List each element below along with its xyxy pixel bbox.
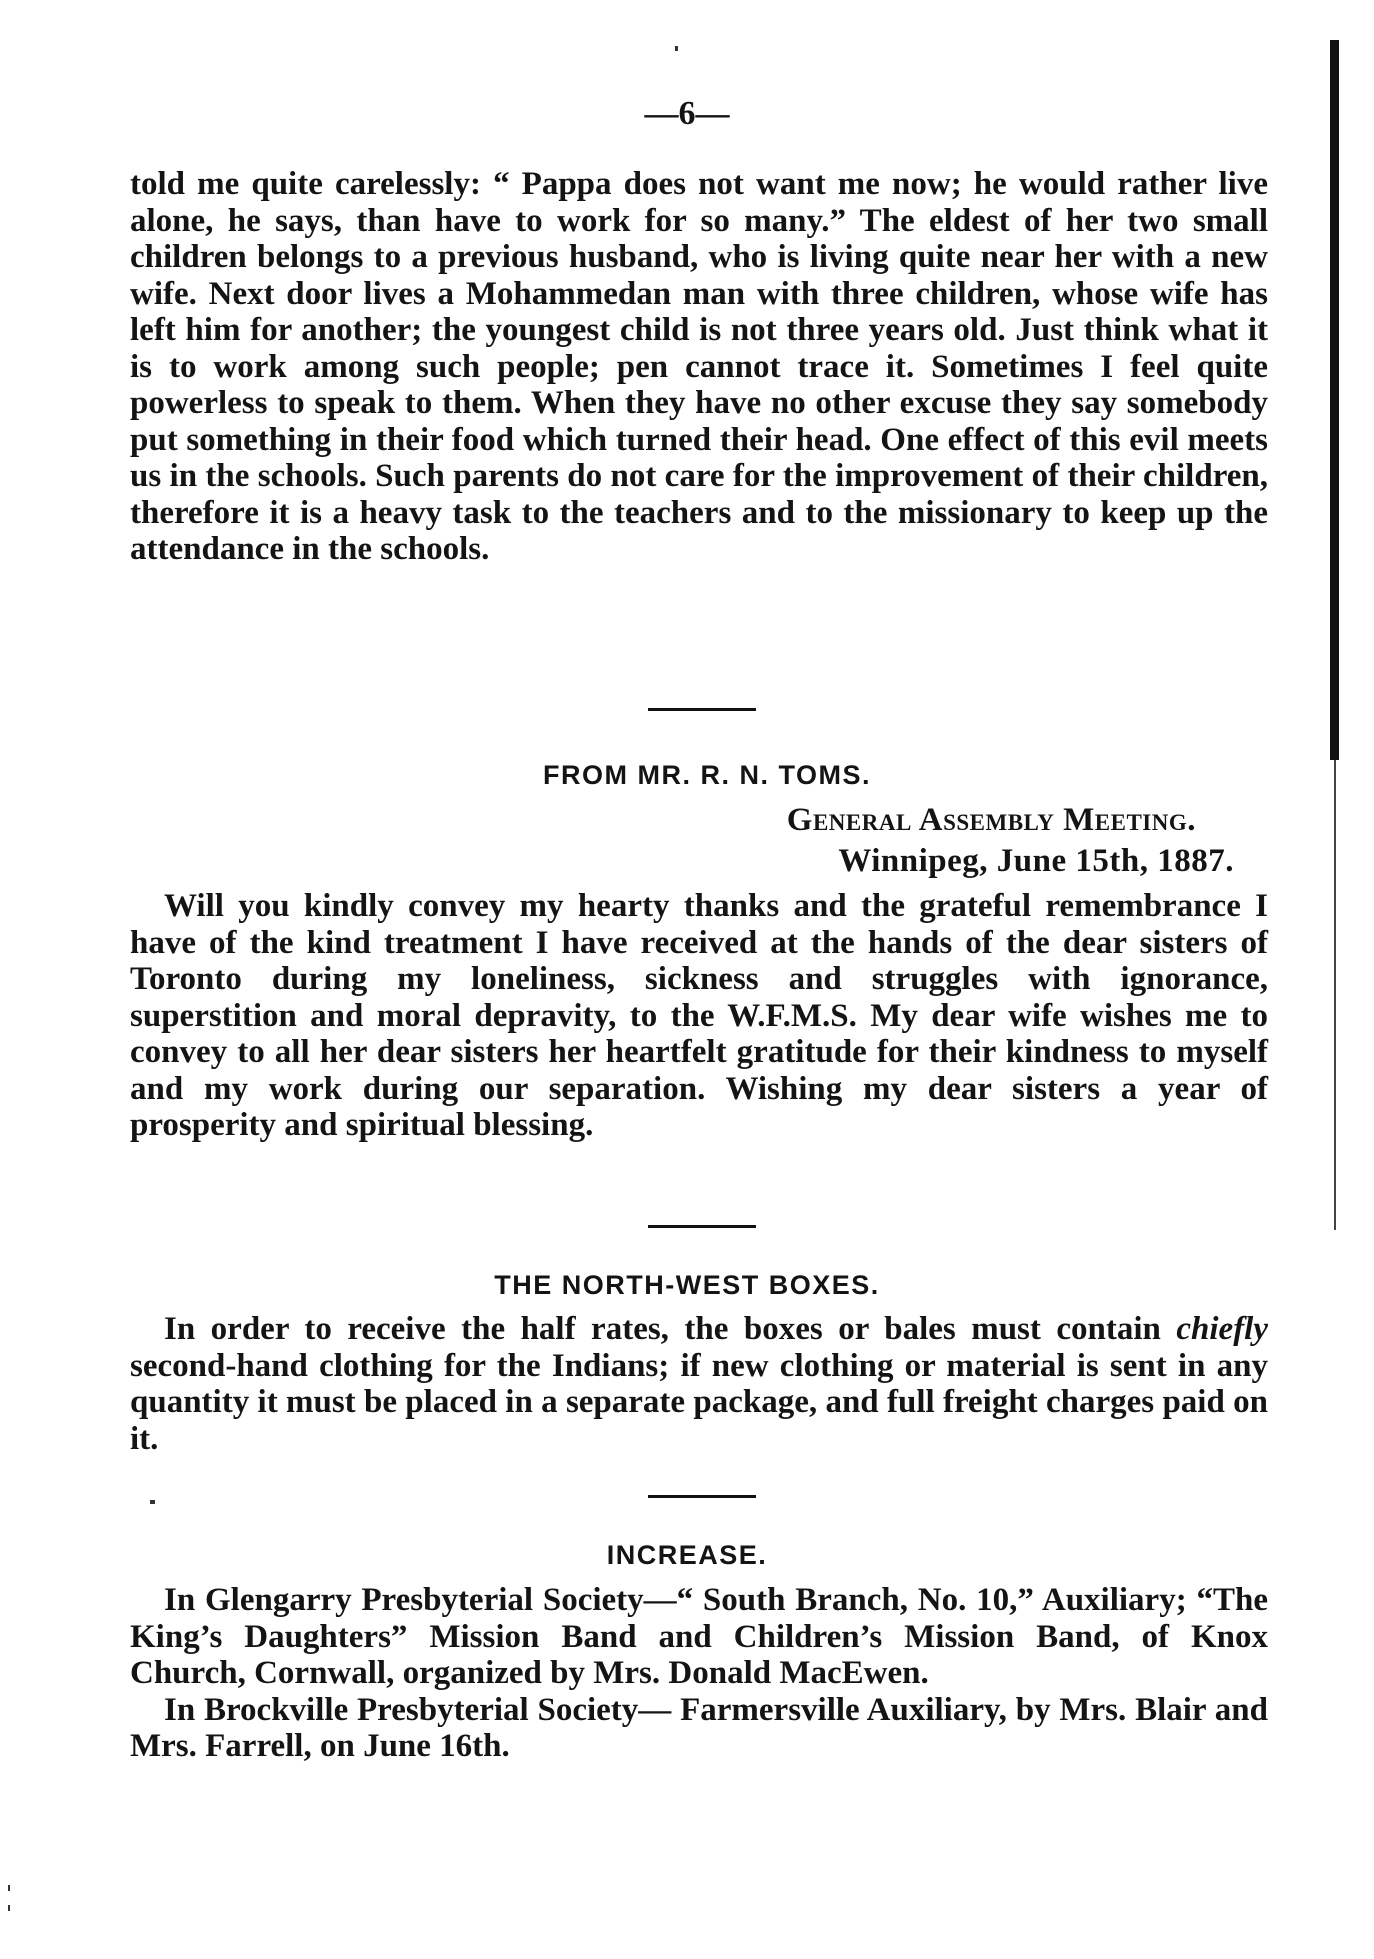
scan-binding-edge [1330,40,1339,760]
toms-letter-body: Will you kindly convey my hearty thanks and the grateful remembrance I have of the kind treatment I have received at the hands of the dear sisters of Toronto during my loneliness, sickness and struggles with ignorance, superstition and moral depravity, to the W.F.M.S. My dear wife wishes me to convey to all her dear sisters her heartfelt gratitude for their kindness to myself and my work during our separation. Wishing my dear sisters a year of prosperity and spiritual blessing. [130,888,1268,1143]
boxes-text-before: In order to receive the half rates, the boxes or bales must contain [164,1311,1177,1347]
opening-text-block [130,166,1268,568]
page-number: —6— [644,95,730,132]
boxes-heading: THE NORTH-WEST BOXES. [494,1270,880,1300]
toms-dateline-meeting: General Assembly Meeting. [786,802,1196,838]
increase-text-block [130,1582,1268,1765]
toms-heading: FROM MR. R. N. TOMS. [543,760,871,790]
scan-speck [150,1500,155,1504]
opening-paragraph: told me quite carelessly: “ Pappa does not want me now; he would rather live alone, he says, than have to work for so many.” The eldest of her two small children belongs to a previous husband, who is living quite near her with a new wife. Next door lives a Mohammedan man with three children, whose wife has left him for another; the youngest child is not three years old. Just think what it is to work among such people; pen cannot trace it. Sometimes I feel quite powerless to speak to them. When they have no other excuse they say somebody put something in their food which turned their head. One effect of this evil meets us in the schools. Such parents do not care for the improvement of their children, therefore it is a heavy task to the teachers and to the missionary to keep up the attendance in the schools. [130,166,1268,567]
boxes-paragraph [130,1311,1268,1457]
toms-text-block [130,888,1268,1144]
boxes-text-italic: chiefly [1176,1311,1268,1347]
scan-speck [8,1905,10,1911]
boxes-text-after: second-hand clothing for the Indians; if new clothing or material is sent in any quantity it must be placed in a separate package, and full freight charges paid on it. [130,1347,1268,1457]
section-divider [648,1225,756,1228]
toms-dateline-text: Winnipeg, June 15th, 1887. [838,843,1234,879]
increase-paragraph-1: In Glengarry Presbyterial Society—“ South Branch, No. 10,” Auxiliary; “The King’s Daughters” Mission Band and Children’s Mission Band, of Knox Church, Cornwall, organized by Mrs. Donald MacEwen. [130,1582,1268,1691]
scan-speck [8,1885,10,1891]
increase-paragraph-2: In Brockville Presbyterial Society— Farmersville Auxiliary, by Mrs. Blair and Mrs. Farrell, on June 16th. [130,1691,1268,1764]
section-divider [648,708,756,711]
boxes-text-block [130,1311,1268,1457]
section-divider [648,1495,756,1498]
toms-dateline-place-date [0,843,1234,880]
increase-heading: INCREASE. [606,1540,768,1570]
scan-binding-edge-thin [1334,760,1336,1230]
scan-speck [675,46,678,51]
